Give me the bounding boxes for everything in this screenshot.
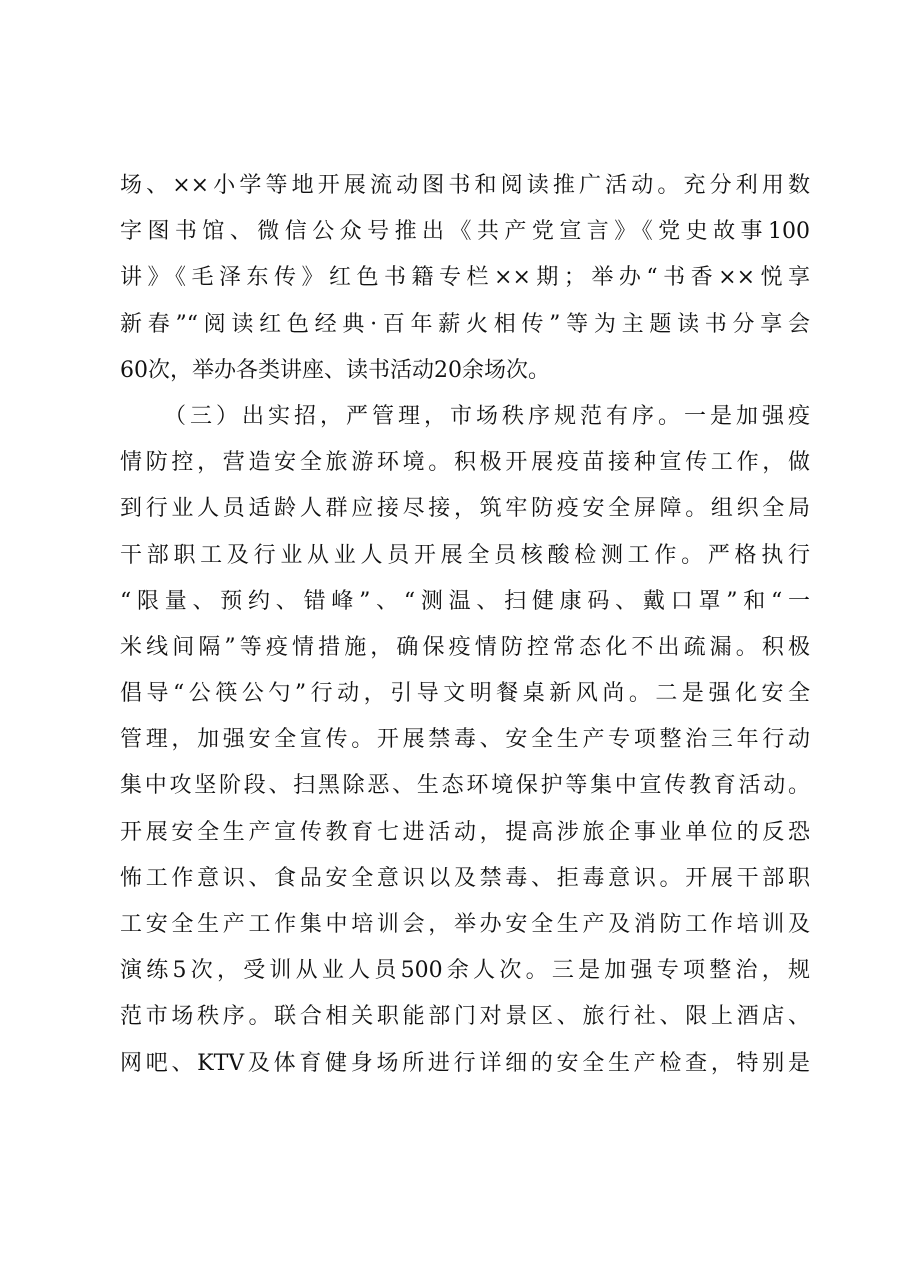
text-line: 场、××小学等地开展流动图书和阅读推广活动。充分利用数 xyxy=(120,173,810,198)
text-line: 演练5次，受训从业人员500余人次。三是加强专项整治，规 xyxy=(120,958,810,984)
text-line: 米线间隔”等疫情措施，确保疫情防控常态化不出疏漏。积极 xyxy=(120,634,810,660)
text-line: 范市场秩序。联合相关职能部门对景区、旅行社、限上酒店、 xyxy=(120,1004,810,1030)
text-line: 讲》《毛泽东传》红色书籍专栏××期；举办“书香××悦享 xyxy=(120,265,810,291)
text-line: 怖工作意识、食品安全意识以及禁毒、拒毒意识。开展干部职 xyxy=(120,865,810,891)
text-line: 开展安全生产宣传教育七进活动，提高涉旅企事业单位的反恐 xyxy=(120,819,810,845)
text-line: 干部职工及行业从业人员开展全员核酸检测工作。严格执行 xyxy=(120,542,810,568)
text-line: 新春”“阅读红色经典·百年薪火相传”等为主题读书分享会 xyxy=(120,311,810,337)
paragraph-market-order xyxy=(120,394,810,1087)
text-line: “限量、预约、错峰”、“测温、扫健康码、戴口罩”和“一 xyxy=(120,588,810,614)
text-line: 60次，举办各类讲座、读书活动20余场次。 xyxy=(120,357,550,383)
paragraph-heading-line: （三）出实招，严管理，市场秩序规范有序。一是加强疫 xyxy=(164,403,810,429)
text-line: 网吧、KTV及体育健身场所进行详细的安全生产检查，特别是 xyxy=(120,1050,810,1076)
text-line: 倡导“公筷公勺”行动，引导文明餐桌新风尚。二是强化安全 xyxy=(120,681,810,707)
text-line: 字图书馆、微信公众号推出《共产党宣言》《党史故事100 xyxy=(120,219,810,245)
paragraph-reading-activities xyxy=(120,163,810,394)
text-line: 到行业人员适龄人群应接尽接，筑牢防疫安全屏障。组织全局 xyxy=(120,496,810,522)
text-line: 工安全生产工作集中培训会，举办安全生产及消防工作培训及 xyxy=(120,912,810,937)
text-line: 集中攻坚阶段、扫黑除恶、生态环境保护等集中宣传教育活动。 xyxy=(120,773,810,799)
text-line: 管理，加强安全宣传。开展禁毒、安全生产专项整治三年行动 xyxy=(120,727,810,753)
text-line: 情防控，营造安全旅游环境。积极开展疫苗接种宣传工作，做 xyxy=(120,450,810,476)
body-text xyxy=(120,163,810,1087)
